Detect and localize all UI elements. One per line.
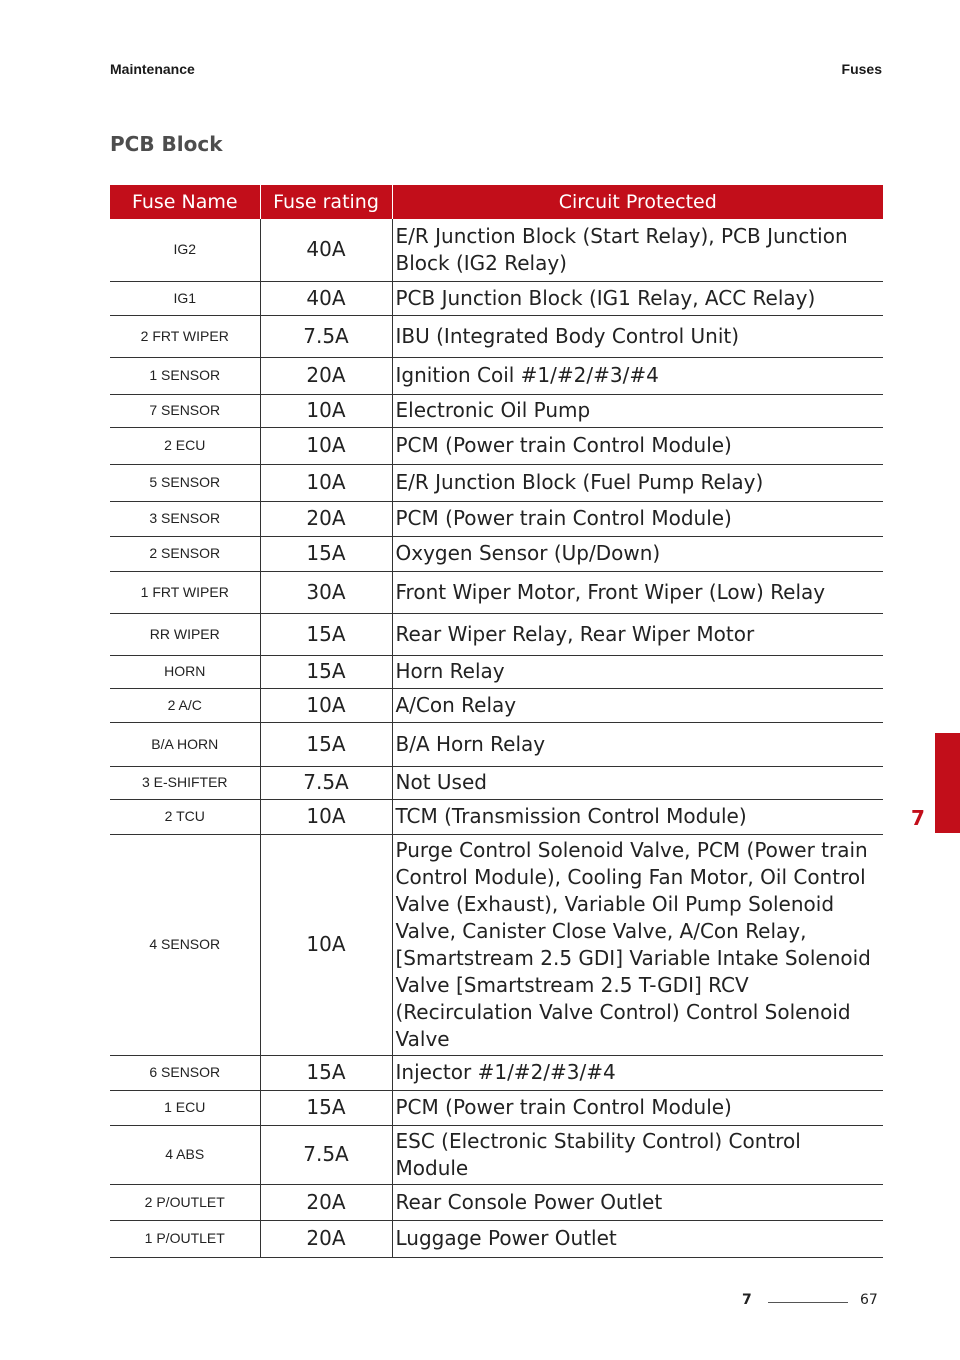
table-row	[110, 1090, 883, 1125]
table-row	[110, 536, 883, 571]
fuse-rating-cell: 15A	[260, 1055, 392, 1090]
fuse-rating-cell: 20A	[260, 501, 392, 536]
running-header-topic: Fuses	[841, 61, 882, 77]
column-header-circuit-protected: Circuit Protected	[392, 185, 883, 219]
fuse-name-cell: 5 SENSOR	[110, 464, 260, 501]
column-header-fuse-name: Fuse Name	[110, 185, 260, 219]
fuse-rating-cell: 15A	[260, 722, 392, 766]
fuse-rating-cell: 40A	[260, 219, 392, 281]
fuse-rating-cell: 10A	[260, 688, 392, 722]
fuse-name-cell: 2 FRT WIPER	[110, 315, 260, 357]
table-row	[110, 799, 883, 834]
fuse-rating-cell: 15A	[260, 613, 392, 655]
circuit-cell: Injector #1/#2/#3/#4	[392, 1055, 883, 1090]
circuit-cell: Not Used	[392, 766, 883, 799]
circuit-cell: IBU (Integrated Body Control Unit)	[392, 315, 883, 357]
table-row	[110, 501, 883, 536]
circuit-cell: Luggage Power Outlet	[392, 1220, 883, 1257]
table-row	[110, 394, 883, 427]
fuse-name-cell: IG1	[110, 281, 260, 315]
column-header-fuse-rating: Fuse rating	[260, 185, 392, 219]
footer-chapter-number: 7	[742, 1292, 752, 1308]
fuse-rating-cell: 7.5A	[260, 1125, 392, 1184]
fuse-rating-cell: 10A	[260, 464, 392, 501]
footer-divider	[768, 1302, 848, 1303]
circuit-cell: PCM (Power train Control Module)	[392, 1090, 883, 1125]
fuse-name-cell: 6 SENSOR	[110, 1055, 260, 1090]
fuse-rating-cell: 10A	[260, 834, 392, 1055]
table-row	[110, 1125, 883, 1184]
fuse-name-cell: 3 SENSOR	[110, 501, 260, 536]
fuse-rating-cell: 10A	[260, 799, 392, 834]
fuse-table	[110, 185, 883, 1258]
circuit-cell: Ignition Coil #1/#2/#3/#4	[392, 357, 883, 394]
circuit-cell: PCM (Power train Control Module)	[392, 501, 883, 536]
fuse-rating-cell: 15A	[260, 655, 392, 688]
fuse-rating-cell: 20A	[260, 1220, 392, 1257]
fuse-rating-cell: 40A	[260, 281, 392, 315]
footer-page-number: 67	[860, 1292, 878, 1308]
circuit-cell: Rear Wiper Relay, Rear Wiper Motor	[392, 613, 883, 655]
table-row	[110, 688, 883, 722]
fuse-table-header	[110, 185, 883, 219]
circuit-cell: Front Wiper Motor, Front Wiper (Low) Relay	[392, 571, 883, 613]
fuse-rating-cell: 20A	[260, 1184, 392, 1220]
fuse-name-cell: 1 FRT WIPER	[110, 571, 260, 613]
circuit-cell: PCB Junction Block (IG1 Relay, ACC Relay)	[392, 281, 883, 315]
fuse-rating-cell: 30A	[260, 571, 392, 613]
fuse-rating-cell: 20A	[260, 357, 392, 394]
circuit-cell: Oxygen Sensor (Up/Down)	[392, 536, 883, 571]
fuse-name-cell: 2 SENSOR	[110, 536, 260, 571]
fuse-name-cell: 2 ECU	[110, 427, 260, 464]
fuse-name-cell: 1 ECU	[110, 1090, 260, 1125]
table-row	[110, 1184, 883, 1220]
circuit-cell: Rear Console Power Outlet	[392, 1184, 883, 1220]
fuse-rating-cell: 10A	[260, 427, 392, 464]
circuit-cell: Purge Control Solenoid Valve, PCM (Power train Control Module), Cooling Fan Motor, Oil Control Valve (Exhaust), Variable Oil Pump Solenoid Valve, Canister Close Valve, A/Con Relay, [Smartstream 2.5 GDI] Variable Intake Solenoid Valve [Smartstream 2.5 T-GDI] RCV (Recirculation Valve Control) Control Solenoid Valve	[392, 834, 883, 1055]
table-row	[110, 655, 883, 688]
table-row	[110, 613, 883, 655]
header-row	[110, 185, 883, 219]
circuit-cell: TCM (Transmission Control Module)	[392, 799, 883, 834]
fuse-rating-cell: 7.5A	[260, 766, 392, 799]
table-row	[110, 1220, 883, 1257]
table-row	[110, 834, 883, 1055]
section-title: PCB Block	[110, 132, 223, 156]
table-row	[110, 1055, 883, 1090]
fuse-name-cell: 7 SENSOR	[110, 394, 260, 427]
fuse-name-cell: RR WIPER	[110, 613, 260, 655]
fuse-rating-cell: 15A	[260, 1090, 392, 1125]
table-row	[110, 357, 883, 394]
chapter-side-tab	[935, 733, 960, 833]
circuit-cell: Electronic Oil Pump	[392, 394, 883, 427]
fuse-name-cell: 4 SENSOR	[110, 834, 260, 1055]
fuse-name-cell: 1 P/OUTLET	[110, 1220, 260, 1257]
circuit-cell: Horn Relay	[392, 655, 883, 688]
chapter-side-number: 7	[911, 806, 925, 830]
fuse-name-cell: IG2	[110, 219, 260, 281]
table-row	[110, 219, 883, 281]
table-row	[110, 315, 883, 357]
fuse-rating-cell: 10A	[260, 394, 392, 427]
circuit-cell: ESC (Electronic Stability Control) Control Module	[392, 1125, 883, 1184]
fuse-name-cell: 2 A/C	[110, 688, 260, 722]
table-row	[110, 571, 883, 613]
fuse-name-cell: 1 SENSOR	[110, 357, 260, 394]
fuse-name-cell: 4 ABS	[110, 1125, 260, 1184]
circuit-cell: B/A Horn Relay	[392, 722, 883, 766]
fuse-name-cell: HORN	[110, 655, 260, 688]
table-row	[110, 722, 883, 766]
fuse-table-body	[110, 219, 883, 1257]
table-row	[110, 281, 883, 315]
table-row	[110, 766, 883, 799]
fuse-rating-cell: 7.5A	[260, 315, 392, 357]
fuse-name-cell: 2 P/OUTLET	[110, 1184, 260, 1220]
fuse-name-cell: 2 TCU	[110, 799, 260, 834]
table-row	[110, 427, 883, 464]
circuit-cell: PCM (Power train Control Module)	[392, 427, 883, 464]
circuit-cell: E/R Junction Block (Fuel Pump Relay)	[392, 464, 883, 501]
fuse-rating-cell: 15A	[260, 536, 392, 571]
running-header-section: Maintenance	[110, 61, 195, 77]
table-row	[110, 464, 883, 501]
fuse-name-cell: 3 E-SHIFTER	[110, 766, 260, 799]
circuit-cell: A/Con Relay	[392, 688, 883, 722]
circuit-cell: E/R Junction Block (Start Relay), PCB Junction Block (IG2 Relay)	[392, 219, 883, 281]
fuse-name-cell: B/A HORN	[110, 722, 260, 766]
